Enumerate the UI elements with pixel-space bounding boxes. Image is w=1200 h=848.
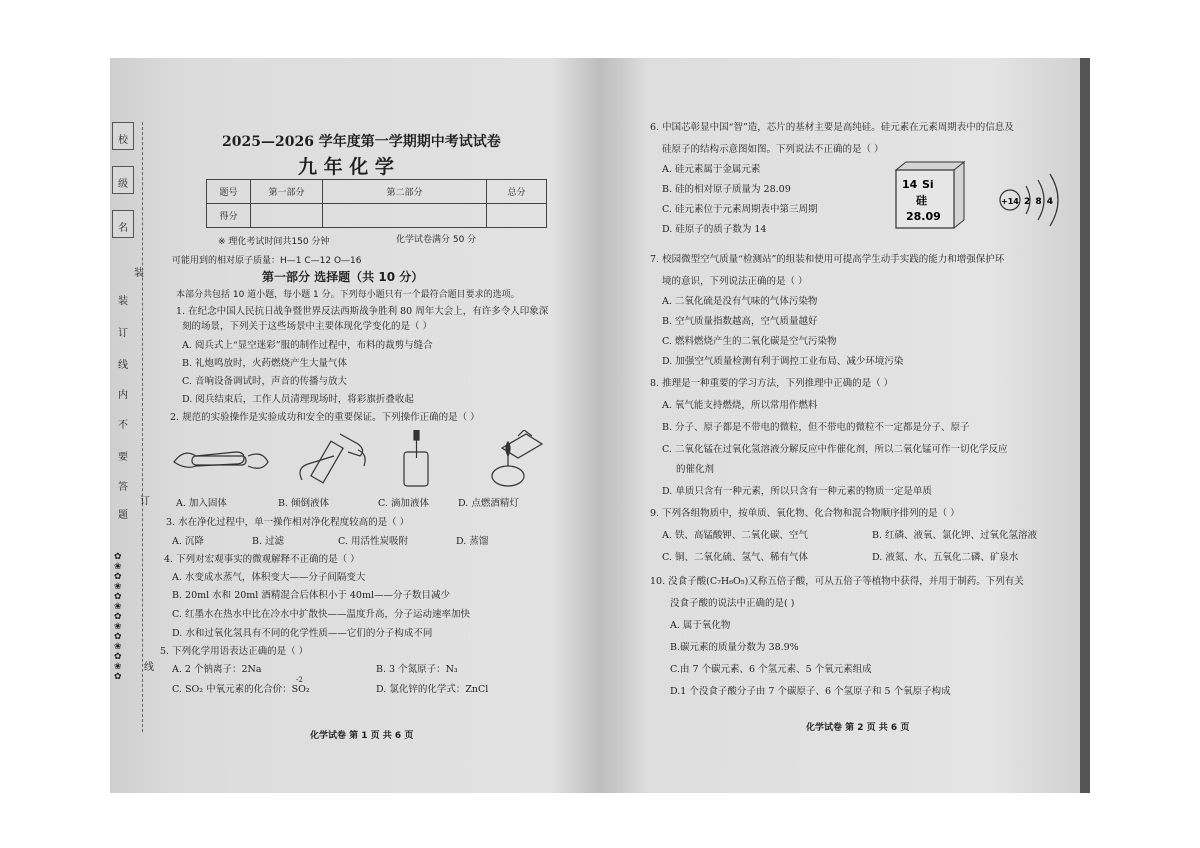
q9-option-a: A. 铁、高锰酸钾、二氧化碳、空气 [662, 530, 808, 541]
q5-option-c: C. SO₂ 中氧元素的化合价：SO₂ [172, 684, 310, 695]
q9-option-c: C. 铜、二氧化硫、氢气、稀有气体 [662, 552, 808, 563]
q3-option-b: B. 过滤 [252, 536, 285, 547]
q2-option-b: B. 倾倒液体 [278, 498, 330, 509]
element-number: 14 [902, 178, 918, 191]
q4-option-b: B. 20ml 水和 20ml 酒精混合后体积小于 40ml——分子数目减少 [172, 590, 451, 601]
q10-option-b: B.碳元素的质量分数为 38.9% [670, 642, 799, 653]
q3-option-d: D. 蒸馏 [456, 536, 489, 547]
q4-stem: 4. 下列对宏观事实的微观解释不正确的是（ ） [164, 554, 360, 565]
q6-option-d: D. 硅原子的质子数为 14 [662, 224, 767, 235]
q1-option-a: A. 阅兵式上“显空迷彩”服的制作过程中，布料的裁剪与缝合 [182, 340, 433, 351]
pour-liquid-icon [300, 434, 365, 483]
school-box: 校 [112, 122, 134, 150]
page-footer: 化学试卷 第 1 页 共 6 页 [310, 731, 414, 741]
q7-option-a: A. 二氧化硫是没有气味的气体污染物 [662, 296, 818, 307]
q4-option-c: C. 红墨水在热水中比在冷水中扩散快——温度升高，分子运动速率加快 [172, 609, 470, 620]
element-mass: 28.09 [906, 210, 941, 223]
score-table [206, 179, 547, 228]
table-row-label: 得分 [207, 204, 251, 228]
score-note: 化学试卷满分 50 分 [396, 235, 477, 245]
q8-option-c: 的催化剂 [676, 464, 715, 475]
q1-option-b: B. 礼炮鸣放时，火药燃烧产生大量气体 [182, 358, 348, 369]
q6-stem: 硅原子的结构示意图如图。下列说法不正确的是（ ） [662, 144, 884, 155]
exam-photo [110, 58, 1090, 793]
q8-option-b: B. 分子、原子都是不带电的微粒，但不带电的微粒不一定都是分子、原子 [662, 422, 970, 433]
q1-option-d: D. 阅兵结束后，工作人员清理现场时，将彩旗折叠收起 [182, 394, 414, 405]
q9-option-b: B. 红磷、液氧、氯化钾、过氧化氢溶液 [872, 530, 1038, 541]
q8-option-a: A. 氧气能支持燃烧，所以常用作燃料 [662, 400, 818, 411]
q7-option-c: C. 燃料燃烧产生的二氧化碳是空气污染物 [662, 336, 837, 347]
q10-stem: 没食子酸的说法中正确的是( ) [670, 598, 795, 609]
add-solid-icon [174, 452, 268, 468]
q2-option-a: A. 加入固体 [176, 498, 227, 509]
q7-stem: 境的意识，下列说法正确的是（ ） [662, 276, 808, 287]
element-symbol: Si [922, 178, 934, 191]
q7-option-d: D. 加强空气质量检测有利于调控工业布局、减少环境污染 [662, 356, 904, 367]
q5-option-a: A. 2 个钠离子：2Na [172, 664, 262, 675]
flower-mark: ✿ ❀ ✿ ❀ ✿ ❀ ✿ ❀ ✿ ❀ ✿ ❀ ✿ [114, 552, 122, 682]
left-page [110, 58, 570, 793]
q9-option-d: D. 液氮、水、五氧化二磷、矿泉水 [872, 552, 1019, 563]
part-title: 第一部分 选择题（共 10 分） [262, 270, 424, 284]
score-cell[interactable] [323, 204, 487, 228]
right-page [610, 58, 1090, 793]
exam-note: ※ 理化考试时间共150 分钟 [218, 237, 330, 247]
q9-stem: 9. 下列各组物质中，按单质、氧化物、化合物和混合物顺序排列的是（ ） [650, 508, 960, 519]
table-header: 第一部分 [251, 180, 323, 204]
q1-stem: 刻的场景，下列关于这些场景中主要体现化学变化的是（ ） [182, 321, 433, 332]
q5-option-b: B. 3 个氮原子：N₃ [376, 664, 458, 675]
q6-option-c: C. 硅元素位于元素周期表中第三周期 [662, 204, 818, 215]
q8-option-c: C. 二氧化锰在过氧化氢溶液分解反应中作催化剂，所以二氧化锰可作一切化学反应 [662, 444, 1008, 455]
dropper-icon [404, 430, 428, 486]
alcohol-lamp-icon [492, 430, 542, 486]
silicon-element-icon [886, 160, 1086, 240]
q2-option-c: C. 滴加液体 [378, 498, 429, 509]
q6-stem: 6. 中国芯彰显中国“智”造，芯片的基材主要是高纯硅。硅元素在元素周期表中的信息及 [650, 122, 1014, 133]
q3-stem: 3. 水在净化过程中，单一操作相对净化程度较高的是（ ） [166, 517, 410, 528]
class-box: 级 [112, 166, 134, 194]
element-name: 硅 [916, 194, 927, 207]
q4-option-a: A. 水变成水蒸气，体积变大——分子间隔变大 [172, 572, 366, 583]
q7-option-b: B. 空气质量指数越高，空气质量越好 [662, 316, 818, 327]
exam-title: 2025—2026 学年度第一学期期中考试试卷 [222, 134, 501, 150]
q10-option-a: A. 属于氧化物 [670, 620, 731, 631]
q1-option-c: C. 音响设备调试时，声音的传播与放大 [182, 376, 347, 387]
table-header: 题号 [207, 180, 251, 204]
binding-strip: 校 级 名 装 装 订 线 内 不 要 答 题 订 线 ✿ ❀ ✿ ❀ ✿ ❀ ✿ ❀ ✿ ❀ ✿ ❀ ✿ [110, 122, 148, 732]
q2-option-d: D. 点燃酒精灯 [458, 498, 519, 509]
q3-option-c: C. 用活性炭吸附 [338, 536, 408, 547]
subject-title: 九 年 化 学 [298, 156, 394, 178]
page-footer: 化学试卷 第 2 页 共 6 页 [806, 723, 910, 733]
q5-stem: 5. 下列化学用语表达正确的是（ ） [160, 646, 309, 657]
part-instruction: 本部分共包括 10 道小题，每小题 1 分。下列每小题只有一个最符合题目要求的选项。 [176, 290, 520, 300]
shell-electrons: 2 8 4 [1024, 197, 1055, 207]
q2-stem: 2. 规范的实验操作是实验成功和安全的重要保证。下列操作正确的是（ ） [170, 412, 480, 423]
q7-stem: 7. 校园微型空气质量“检测站”的组装和使用可提高学生动手实践的能力和增强保护环 [650, 254, 1005, 265]
table-header: 第二部分 [323, 180, 487, 204]
lab-operations-icon [172, 430, 552, 490]
nucleus-charge: +14 [1001, 197, 1019, 206]
q8-stem: 8. 推理是一种重要的学习方法，下列推理中正确的是（ ） [650, 378, 894, 389]
q4-option-d: D. 水和过氧化氢具有不同的化学性质——它们的分子构成不同 [172, 628, 433, 639]
atomic-masses: 可能用到的相对原子质量：H—1 C—12 O—16 [172, 256, 362, 266]
binding-line [142, 122, 143, 732]
q6-option-b: B. 硅的相对原子质量为 28.09 [662, 184, 791, 195]
score-cell[interactable] [251, 204, 323, 228]
q6-option-a: A. 硅元素属于金属元素 [662, 164, 761, 175]
name-box: 名 [112, 210, 134, 238]
q10-option-d: D.1 个没食子酸分子由 7 个碳原子、6 个氢原子和 5 个氧原子构成 [670, 686, 951, 697]
q8-option-d: D. 单质只含有一种元素，所以只含有一种元素的物质一定是单质 [662, 486, 932, 497]
table-header: 总分 [487, 180, 547, 204]
q10-stem: 10. 没食子酸(C₇H₆O₅)又称五倍子酸，可从五倍子等植物中获得，并用于制药。下列有关 [650, 576, 1024, 587]
photo-edge [1080, 58, 1090, 793]
valence-mark: -2 [296, 676, 303, 684]
q1-stem: 1. 在纪念中国人民抗日战争暨世界反法西斯战争胜利 80 周年大会上，有许多令人印象深 [176, 306, 549, 317]
q10-option-c: C.由 7 个碳元素、6 个氢元素、5 个氧元素组成 [670, 664, 872, 675]
score-cell[interactable] [487, 204, 547, 228]
q3-option-a: A. 沉降 [172, 536, 204, 547]
atom-structure-icon [1000, 174, 1058, 226]
q5-option-d: D. 氯化锌的化学式：ZnCl [376, 684, 489, 695]
